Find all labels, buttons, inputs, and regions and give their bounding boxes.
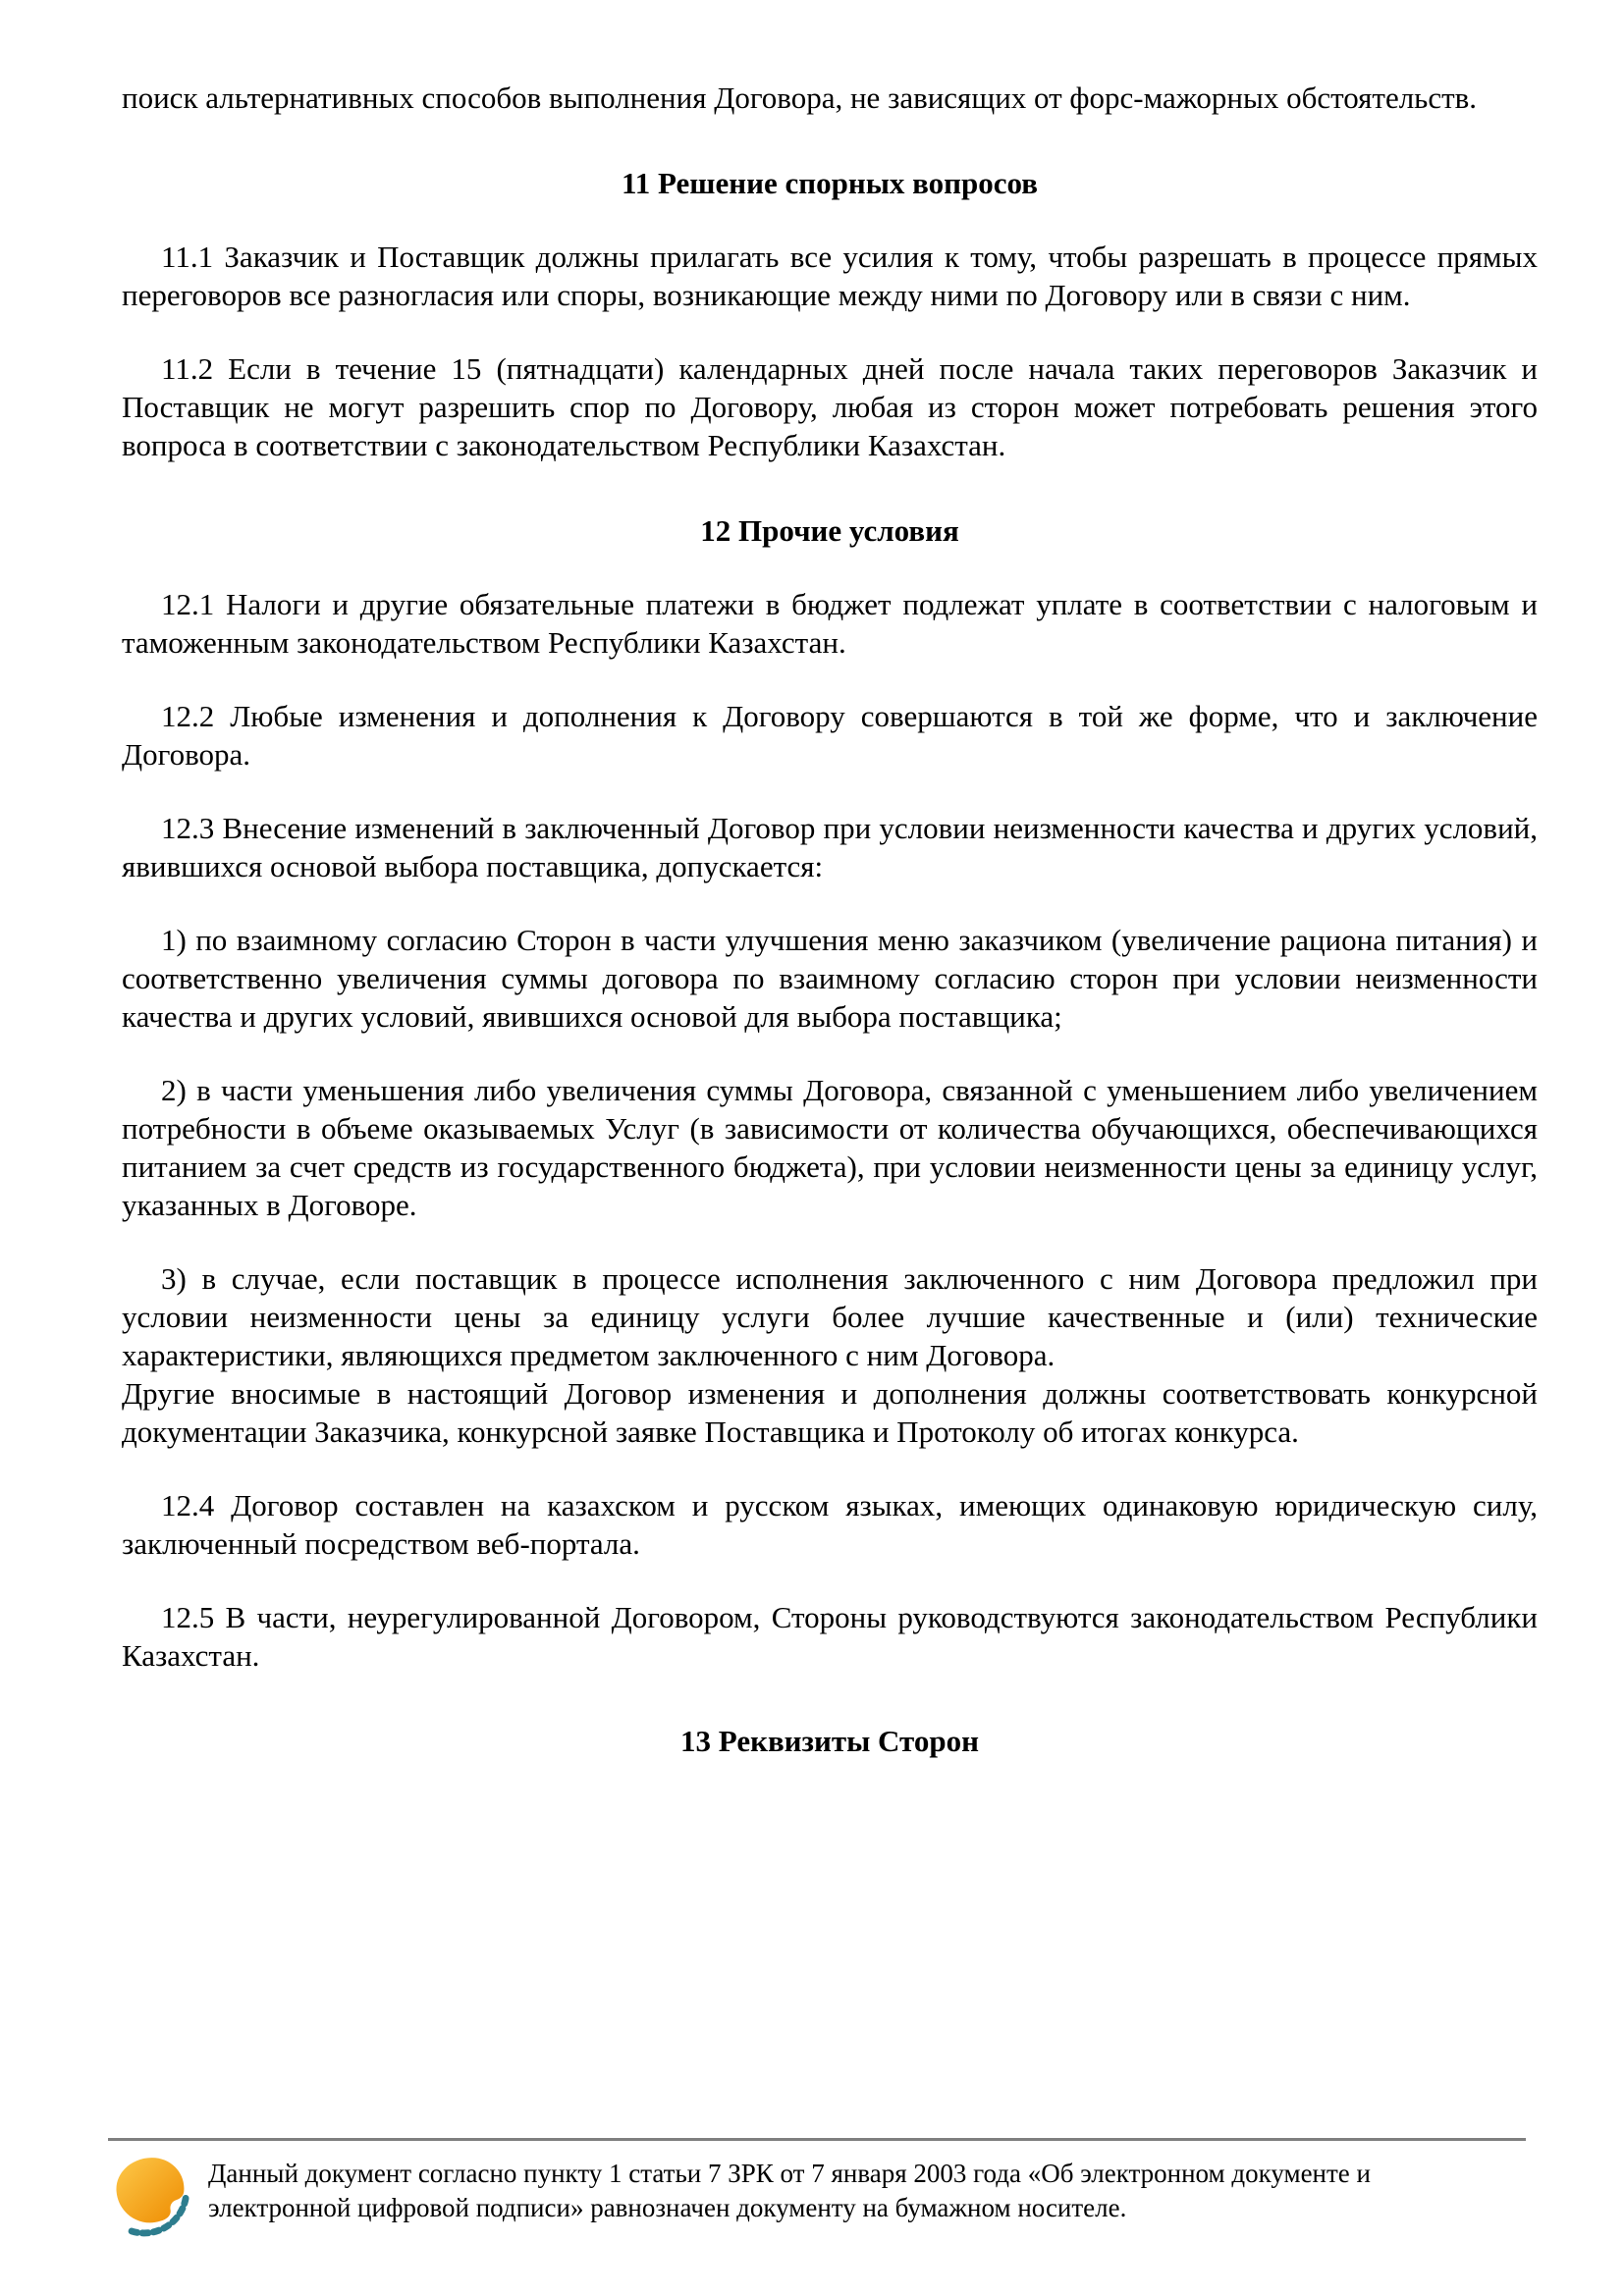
paragraph-12-4: 12.4 Договор составлен на казахском и русском языках, имеющих одинаковую юридическую силу, заключенный посредством веб-портала.: [122, 1488, 1538, 1561]
section-11-heading: 11 Решение спорных вопросов: [621, 166, 1039, 200]
list-item-1: 1) по взаимному согласию Сторон в части улучшения меню заказчиком (увеличение рациона питания) и соответственно увеличения суммы договора по взаимному согласию сторон при условии неизменности качества и других условий, явившихся основой для выбора поставщика;: [122, 923, 1538, 1034]
document-footer: [108, 2138, 1526, 2237]
continuation-paragraph: поиск альтернативных способов выполнения Договора, не зависящих от форс-мажорных обстоятельств.: [122, 80, 1478, 115]
paragraph-11-1: 11.1 Заказчик и Поставщик должны прилагать все усилия к тому, чтобы разрешать в процессе прямых переговоров все разногласия или споры, возникающие между ними по Договору или в связи с ним.: [122, 240, 1538, 312]
list-item-3-continuation: Другие вносимые в настоящий Договор изменения и дополнения должны соответствовать конкурсной документации Заказчика, конкурсной заявке Поставщика и Протоколу об итогах конкурса.: [122, 1376, 1538, 1449]
logo-orange-blob: [116, 2158, 184, 2222]
list-item-2: 2) в части уменьшения либо увеличения суммы Договора, связанной с уменьшением либо увеличением потребности в объеме оказываемых Услуг (в зависимости от количества обучающихся, обеспечивающихся питанием за счет средств из государственного бюджета), при условии неизменности цены за единицу услуг, указанных в Договоре.: [122, 1073, 1538, 1222]
section-12-heading: 12 Прочие условия: [700, 513, 959, 548]
section-13-heading: 13 Реквизиты Сторон: [680, 1724, 979, 1758]
paragraph-12-2: 12.2 Любые изменения и дополнения к Договору совершаются в той же форме, что и заключение Договора.: [122, 699, 1538, 772]
list-item-3: 3) в случае, если поставщик в процессе исполнения заключенного с ним Договора предложил при условии неизменности цены за единицу услуги более лучшие качественные и (или) технические характеристики, являющихся предметом заключенного с ним Договора.: [122, 1261, 1538, 1372]
paragraph-12-1: 12.1 Налоги и другие обязательные платежи в бюджет подлежат уплате в соответствии с налоговым и таможенным законодательством Республики Казахстан.: [122, 587, 1538, 660]
footer-legal-note: Данный документ согласно пункту 1 статьи 7 ЗРК от 7 января 2003 года «Об электронном документе и электронной цифровой подписи» равнозначен документу на бумажном носителе.: [208, 2159, 1371, 2222]
goszakup-portal-logo-icon: [108, 2153, 192, 2237]
paragraph-11-2: 11.2 Если в течение 15 (пятнадцати) календарных дней после начала таких переговоров Заказчик и Поставщик не могут разрешить спор по Договору, любая из сторон может потребовать решения этого вопроса в соответствии с законодательством Республики Казахстан.: [122, 351, 1538, 462]
paragraph-12-3: 12.3 Внесение изменений в заключенный Договор при условии неизменности качества и других условий, явившихся основой выбора поставщика, допускается:: [122, 811, 1538, 883]
paragraph-12-5: 12.5 В части, неурегулированной Договором, Стороны руководствуются законодательством Республики Казахстан.: [122, 1600, 1538, 1673]
